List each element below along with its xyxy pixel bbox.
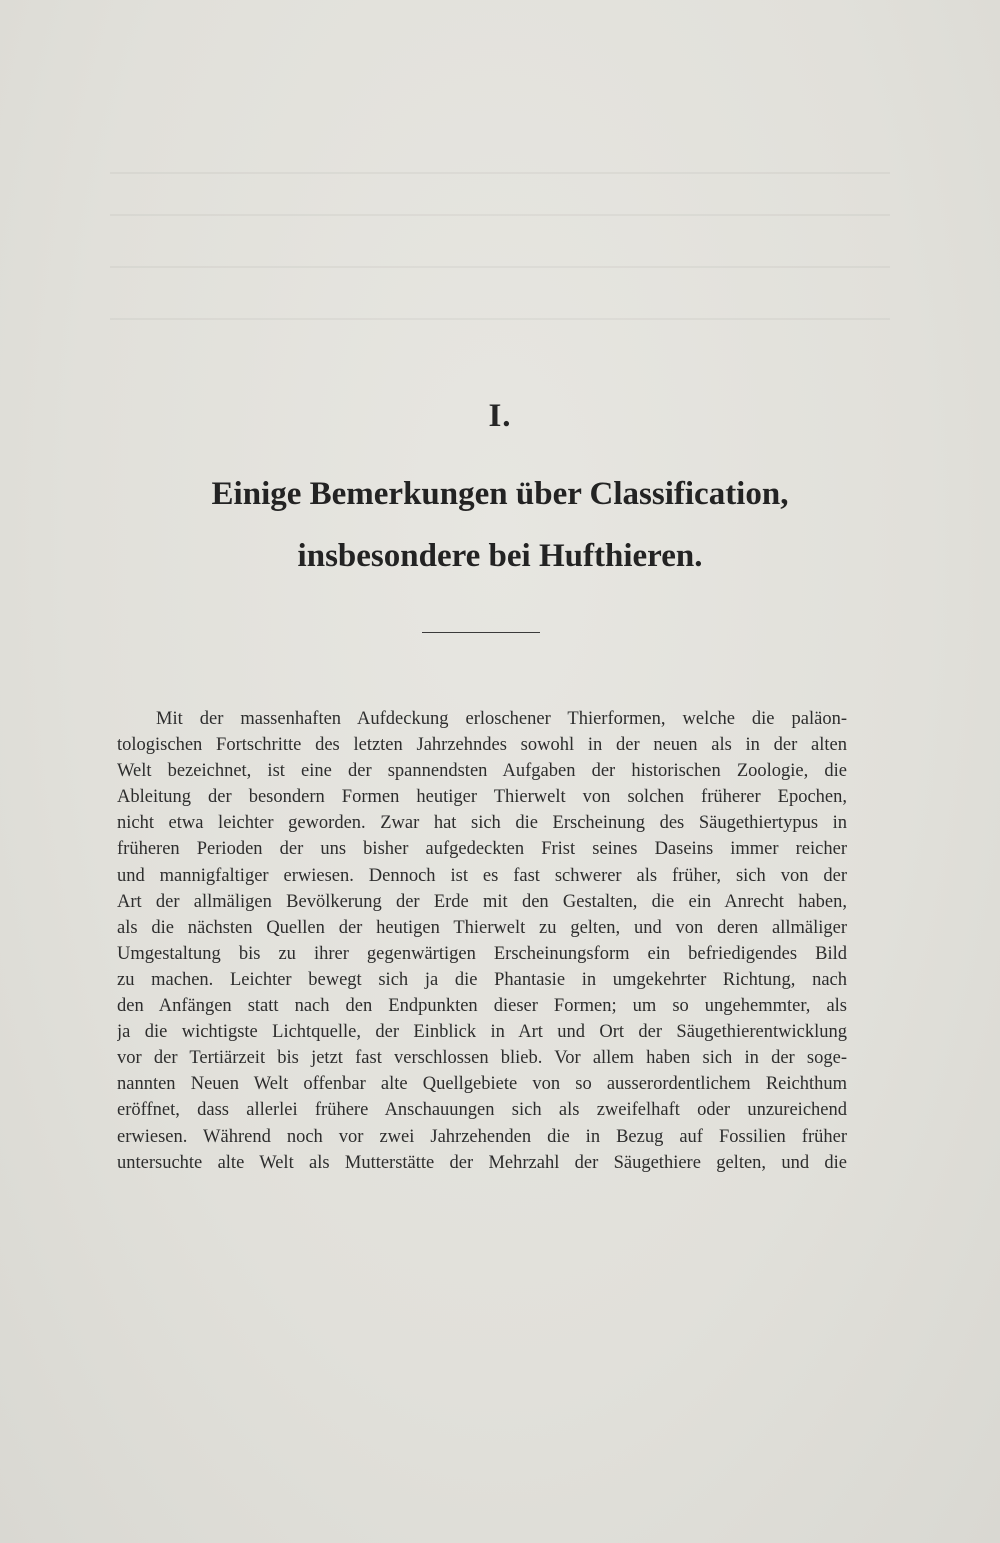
text-line: vor der Tertiärzeit bis jetzt fast verschlossen blieb. Vor allem haben sich in der soge- xyxy=(117,1048,847,1069)
text-line: untersuchte alte Welt als Mutterstätte der Mehrzahl der Säugethiere gelten, und die xyxy=(117,1152,847,1173)
text-line: ja die wichtigste Lichtquelle, der Einblick in Art und Ort der Säugethierentwicklung xyxy=(117,1022,847,1043)
text-line: Mit der massenhaften Aufdeckung erloschener Thierformen, welche die paläon- xyxy=(156,709,847,729)
text-line: als die nächsten Quellen der heutigen Thierwelt zu gelten, und von deren allmäliger xyxy=(117,917,847,938)
text-line: nicht etwa leichter geworden. Zwar hat sich die Erscheinung des Säugethiertypus in xyxy=(117,813,847,834)
show-through-shadow xyxy=(110,214,890,216)
text-line: zu machen. Leichter bewegt sich ja die Phantasie in umgekehrter Richtung, nach xyxy=(117,969,847,990)
text-line: Art der allmäligen Bevölkerung der Erde mit den Gestalten, die ein Anrecht haben, xyxy=(117,891,847,912)
text-line: früheren Perioden der uns bisher aufgedeckten Frist seines Daseins immer reicher xyxy=(117,839,847,860)
chapter-title-line-1: Einige Bemerkungen über Classification, xyxy=(211,476,789,512)
text-line: den Anfängen statt nach den Endpunkten dieser Formen; um so ungehemmter, als xyxy=(117,996,847,1017)
text-line: erwiesen. Während noch vor zwei Jahrzehenden die in Bezug auf Fossilien früher xyxy=(117,1126,847,1147)
show-through-shadow xyxy=(110,318,890,320)
title-rule xyxy=(422,632,540,633)
show-through-shadow xyxy=(110,266,890,268)
chapter-title-line-2: insbesondere bei Hufthieren. xyxy=(297,538,703,574)
text-line: Ableitung der besondern Formen heutiger Thierwelt von solchen früherer Epochen, xyxy=(117,787,847,808)
text-line: Welt bezeichnet, ist eine der spannendsten Aufgaben der historischen Zoologie, die xyxy=(117,761,847,782)
text-line: und mannigfaltiger erwiesen. Dennoch ist es fast schwerer als früher, sich von der xyxy=(117,865,847,886)
chapter-numeral: I. xyxy=(488,398,512,434)
body-paragraph xyxy=(117,706,847,1176)
text-line: nannten Neuen Welt offenbar alte Quellgebiete von so ausserordentlichem Reichthum xyxy=(117,1074,847,1095)
text-line: tologischen Fortschritte des letzten Jahrzehndes sowohl in der neuen als in der alten xyxy=(117,735,847,756)
text-line: Umgestaltung bis zu ihrer gegenwärtigen Erscheinungsform ein befriedigendes Bild xyxy=(117,943,847,964)
show-through-shadow xyxy=(110,172,890,174)
text-line: eröffnet, dass allerlei frühere Anschauungen sich als zweifelhaft oder unzureichend xyxy=(117,1100,847,1121)
